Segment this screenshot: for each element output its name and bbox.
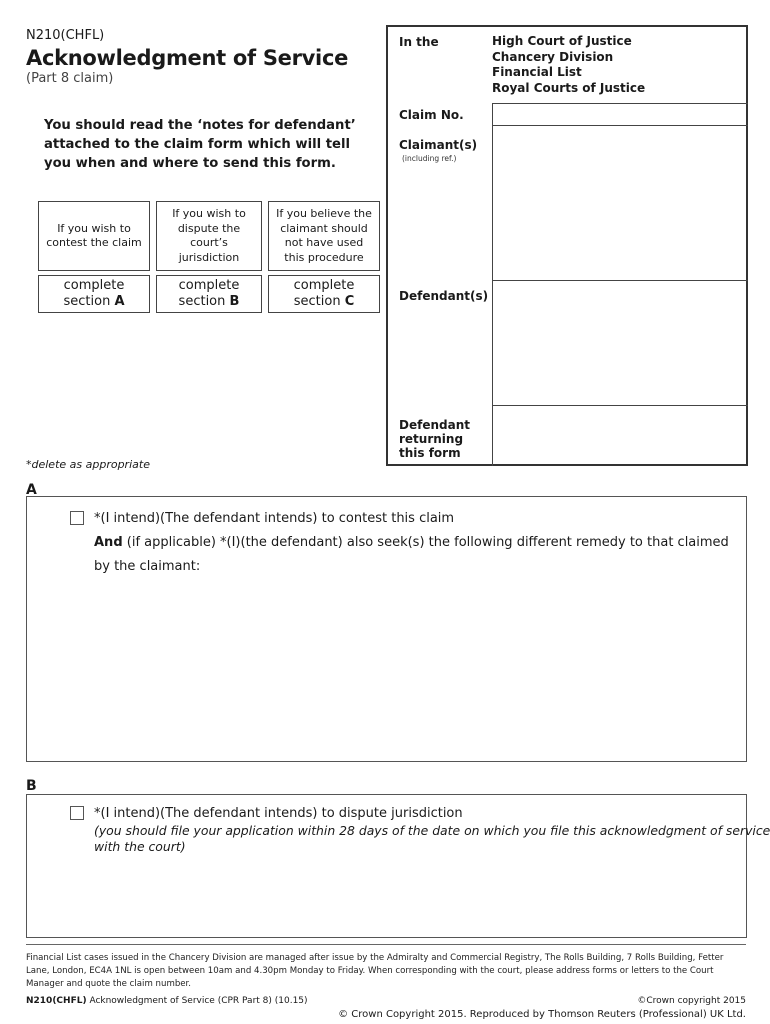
defendants-field[interactable] <box>494 282 746 404</box>
choice-action-section-a <box>38 275 150 313</box>
section-b-line3: with the court) <box>94 839 186 854</box>
choice-action-section-c <box>268 275 380 313</box>
footer-form-id: N210(CHFL) Acknowledgment of Service (CPR Part 8) (10.15) <box>26 996 308 1006</box>
section-a-remedy-field[interactable] <box>94 580 734 752</box>
choice-action-b-verb: complete <box>178 278 240 293</box>
section-b-checkbox[interactable] <box>70 806 84 820</box>
choice-action-section-b <box>156 275 262 313</box>
claimants-label: Claimant(s) <box>399 138 478 152</box>
form-code: N210(CHFL) <box>26 28 105 43</box>
choice-action-a-section: section A <box>63 294 125 309</box>
form-subtitle: (Part 8 claim) <box>26 71 114 86</box>
defendants-label: Defendant(s) <box>399 289 489 303</box>
claim-no-label: Claim No. <box>399 108 464 122</box>
section-a-line2: And (if applicable) *(I)(the defendant) also seek(s) the following different remedy to that claimed <box>94 535 729 550</box>
choice-action-b-section: section B <box>178 294 240 309</box>
claim-no-top-line <box>492 103 748 104</box>
section-b-letter: B <box>26 778 37 794</box>
section-b-line2: (you should file your application within 28 days of the date on which you file this acknowledgment of service <box>94 823 770 838</box>
section-a-line3: by the claimant: <box>94 559 201 574</box>
claimants-note: (including ref.) <box>402 154 457 163</box>
delete-note: *delete as appropriate <box>26 458 150 471</box>
defendant-returning-field[interactable] <box>494 407 746 465</box>
choice-condition-procedure: If you believe the claimant should not have used this procedure <box>268 201 380 271</box>
section-a-line1: *(I intend)(The defendant intends) to contest this claim <box>94 511 455 526</box>
court-details-panel <box>386 25 748 466</box>
choice-action-c-verb: complete <box>293 278 355 293</box>
form-title: Acknowledgment of Service <box>26 46 349 70</box>
court-name: High Court of Justice Chancery Division Financial List Royal Courts of Justice <box>492 34 646 95</box>
defendant-returning-label: Defendant returning this form <box>399 418 470 460</box>
footer-rule <box>26 944 746 945</box>
defendants-bottom-line <box>492 405 748 406</box>
claim-no-field[interactable] <box>494 105 746 124</box>
in-the-label: In the <box>399 35 439 49</box>
claimants-field[interactable] <box>494 127 746 279</box>
claimants-bottom-line <box>492 280 748 281</box>
choice-condition-dispute: If you wish to dispute the court’s jurisdiction <box>156 201 262 271</box>
instruction-text: You should read the ‘notes for defendant’ attached to the claim form which will tell you when and where to send this form. <box>44 118 356 171</box>
footer-reproduced: © Crown Copyright 2015. Reproduced by Thomson Reuters (Professional) UK Ltd. <box>338 1009 746 1020</box>
panel-divider <box>492 103 493 466</box>
choice-action-a-verb: complete <box>63 278 125 293</box>
choice-action-c-section: section C <box>293 294 355 309</box>
choice-condition-contest: If you wish to contest the claim <box>38 201 150 271</box>
footer-crown-copyright: ©Crown copyright 2015 <box>637 996 746 1006</box>
section-a-checkbox[interactable] <box>70 511 84 525</box>
section-a-letter: A <box>26 482 37 498</box>
claim-no-bottom-line <box>492 125 748 126</box>
footer-note: Financial List cases issued in the Chancery Division are managed after issue by the Admiralty and Commercial Registry, The Rolls Building, 7 Rolls Building, Fetter Lane, London, EC4A 1NL is open between 10am and 4.30pm Monday to Friday. When corresponding with the court, please address forms or letters to the Court Manager and quote the claim number. <box>26 953 724 989</box>
section-b-line1: *(I intend)(The defendant intends) to dispute jurisdiction <box>94 806 463 821</box>
